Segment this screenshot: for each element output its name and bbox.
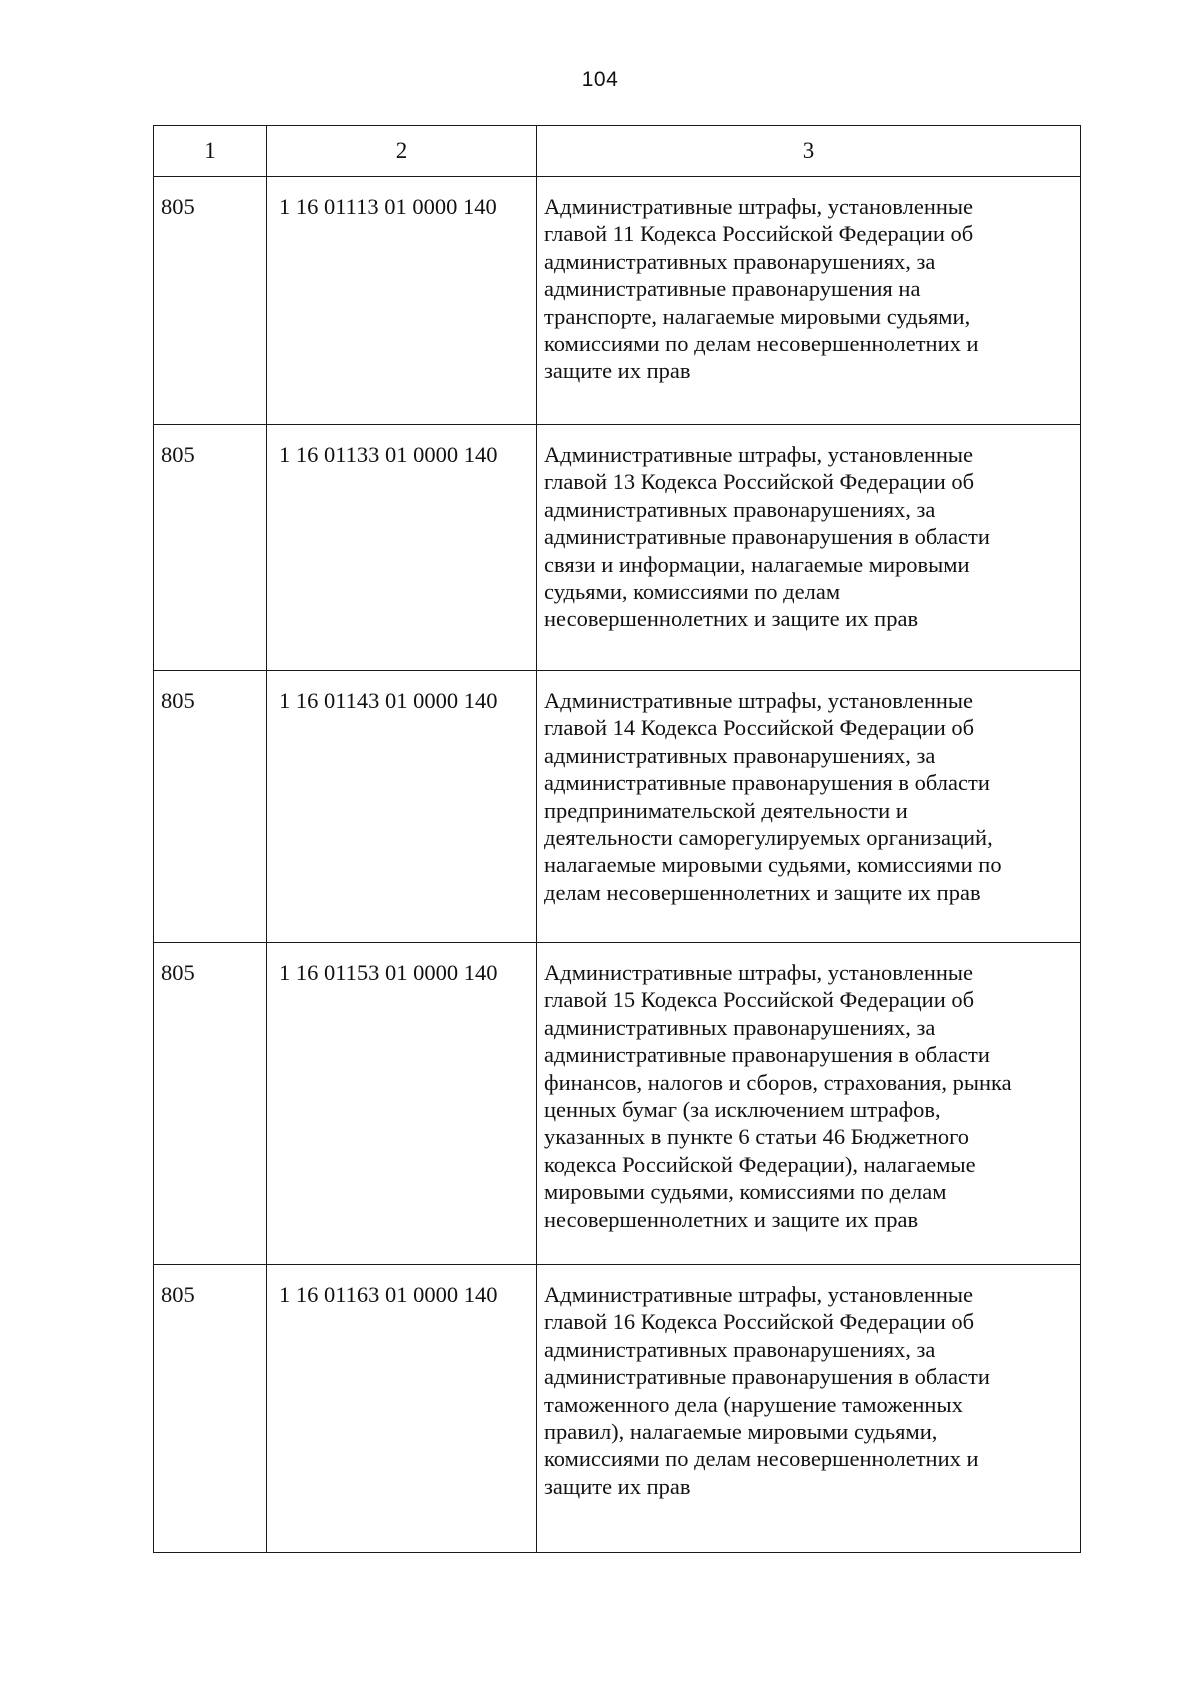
table-row: [154, 177, 1081, 425]
table-row: [154, 671, 1081, 943]
description-cell: Административные штрафы, установленные главой 15 Кодекса Российской Федерации об административных правонарушениях, за административные правонарушения в области финансов, налогов и сборов, страхования, рынка ценных бумаг (за исключением штрафов, указанных в пункте 6 статьи 46 Бюджетного кодекса Российской Федерации), налагаемые мировыми судьями, комиссиями по делам несовершеннолетних и защите их прав: [537, 943, 1081, 1265]
table-body: [154, 177, 1081, 1553]
description-cell: Административные штрафы, установленные главой 14 Кодекса Российской Федерации об административных правонарушениях, за административные правонарушения в области предпринимательской деятельности и деятельности саморегулируемых организаций, налагаемые мировыми судьями, комиссиями по делам несовершеннолетних и защите их прав: [537, 671, 1081, 943]
table-row: [154, 943, 1081, 1265]
kbk-code-cell: 1 16 01163 01 0000 140: [267, 1265, 537, 1553]
description-cell: Административные штрафы, установленные главой 16 Кодекса Российской Федерации об административных правонарушениях, за административные правонарушения в области таможенного дела (нарушение таможенных правил), налагаемые мировыми судьями, комиссиями по делам несовершеннолетних и защите их прав: [537, 1265, 1081, 1553]
column-header-3: 3: [537, 126, 1081, 177]
admin-code-cell: 805: [154, 671, 267, 943]
table-row: [154, 425, 1081, 671]
kbk-code-cell: 1 16 01153 01 0000 140: [267, 943, 537, 1265]
budget-codes-table: [153, 125, 1081, 1553]
kbk-code-cell: 1 16 01133 01 0000 140: [267, 425, 537, 671]
description-cell: Административные штрафы, установленные главой 13 Кодекса Российской Федерации об административных правонарушениях, за административные правонарушения в области связи и информации, налагаемые мировыми судьями, комиссиями по делам несовершеннолетних и защите их прав: [537, 425, 1081, 671]
admin-code-cell: 805: [154, 943, 267, 1265]
table-row: [154, 1265, 1081, 1553]
table-header: [154, 126, 1081, 177]
column-header-1: 1: [154, 126, 267, 177]
kbk-code-cell: 1 16 01113 01 0000 140: [267, 177, 537, 425]
column-header-2: 2: [267, 126, 537, 177]
description-cell: Административные штрафы, установленные главой 11 Кодекса Российской Федерации об административных правонарушениях, за административные правонарушения на транспорте, налагаемые мировыми судьями, комиссиями по делам несовершеннолетних и защите их прав: [537, 177, 1081, 425]
admin-code-cell: 805: [154, 177, 267, 425]
admin-code-cell: 805: [154, 1265, 267, 1553]
kbk-code-cell: 1 16 01143 01 0000 140: [267, 671, 537, 943]
admin-code-cell: 805: [154, 425, 267, 671]
header-row: [154, 126, 1081, 177]
page-number: 104: [581, 68, 619, 91]
